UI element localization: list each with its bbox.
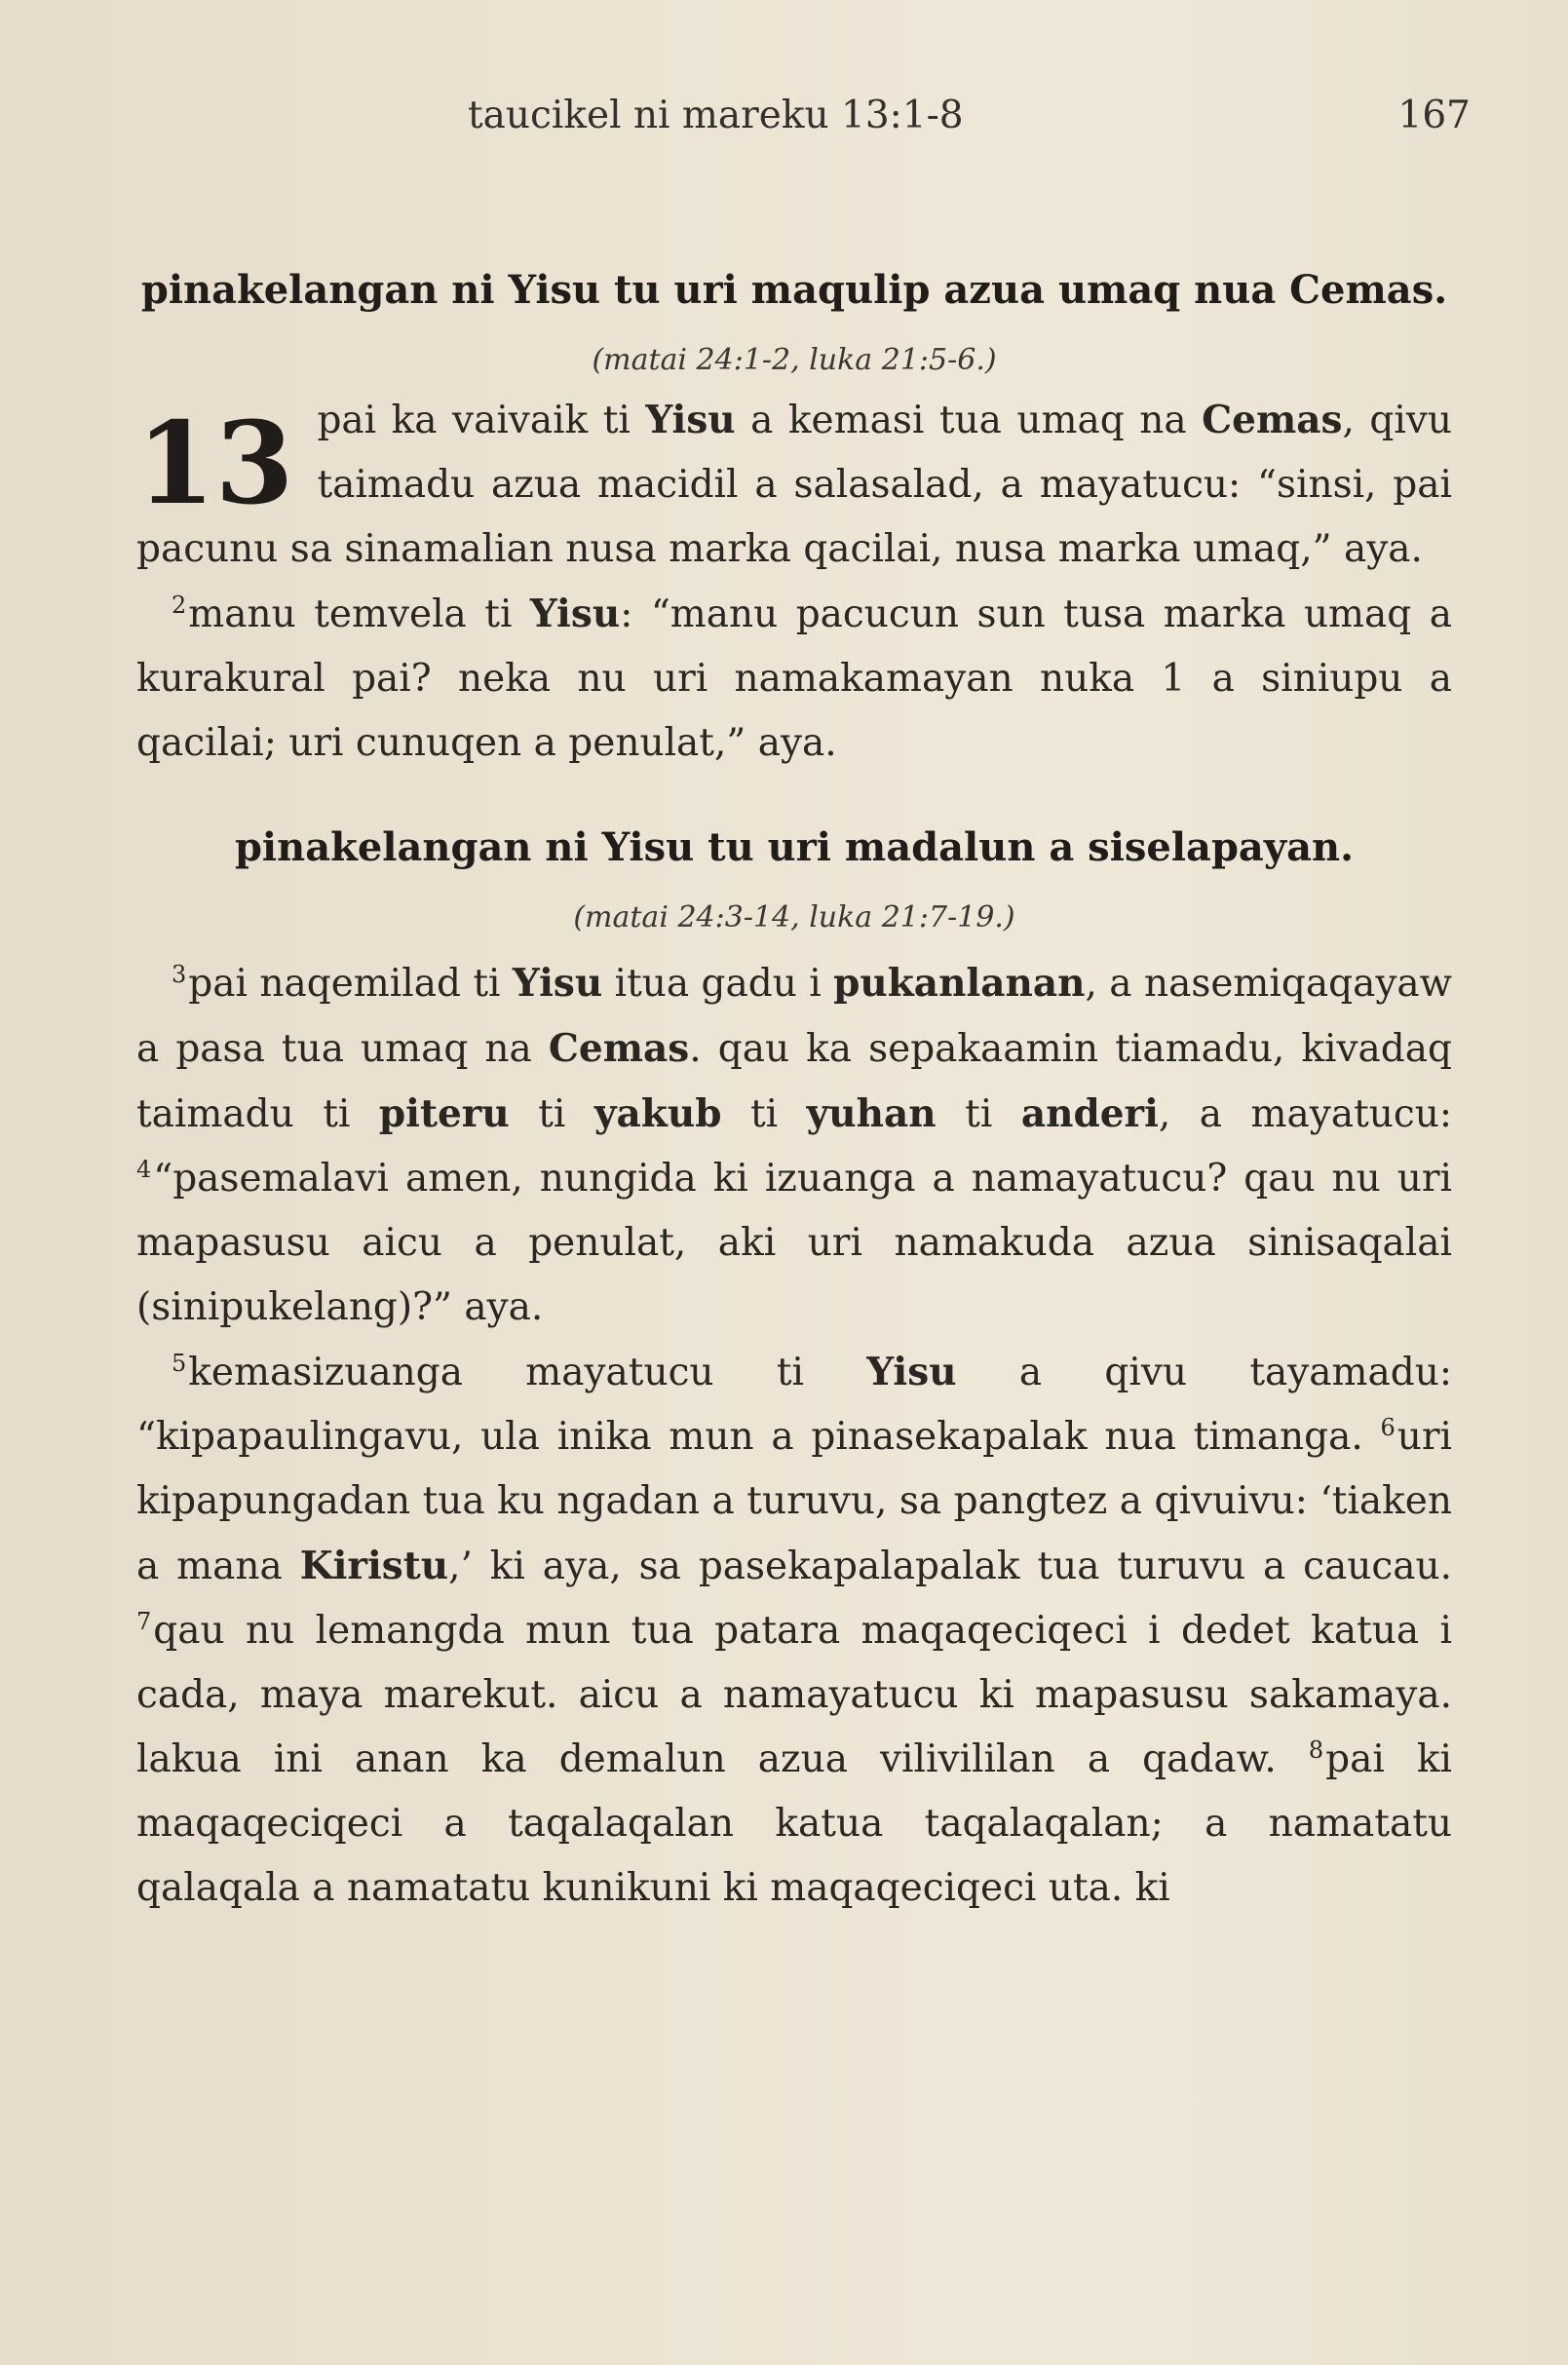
section-heading: pinakelangan ni Yisu tu uri maqulip azua umaq nua Cemas.	[140, 267, 1448, 313]
verse-number: 2	[172, 591, 187, 619]
verse-5-8: $^5$kemasizuanga mayatucu ti Yisu a qivu tayamadu: “kipapaulingavu, ula inika mun a pinasekapalak nua timanga. $^6$uri kipapungadan tua ku ngadan a turuvu, sa pangtez a qivuivu: ‘tiaken a mana Kiristu,’ ki aya, sa pasekapalapalak tua turuvu a caucau. $^7$qau nu lemangda mun tua patara maqaqeciqeci i dedet katua i cada, maya marekut. aicu a namayatucu ki mapasusu sakamaya. lakua ini anan ka demalun azua vilivililan a qadaw. $^8$pai ki maqaqeciqeci a taqalaqalan katua taqalaqalan; a namatatu qalaqala a namatatu kunikuni ki maqaqeciqeci uta. ki	[136, 1350, 1452, 1910]
verse-number: 6	[1380, 1414, 1396, 1441]
section-heading: pinakelangan ni Yisu tu uri madalun a siselapayan.	[234, 824, 1355, 870]
chapter-number: 13	[136, 398, 294, 530]
running-title: taucikel ni mareku 13:1-8	[468, 94, 964, 137]
verse-2: $^2$manu temvela ti Yisu: “manu pacucun sun tusa marka umaq a kurakural pai? neka nu uri namakamayan nuka 1 a siniupu a qacilai; uri cunuqen a penulat,” aya.	[136, 591, 1452, 765]
page-number: 167	[1397, 94, 1471, 137]
verse-number: 7	[136, 1608, 152, 1635]
verse-number: 5	[172, 1350, 187, 1377]
verse-3-4: $^3$pai naqemilad ti Yisu itua gadu i pukanlanan, a nasemiqaqayaw a pasa tua umaq na Cemas. qau ka sepakaamin tiamadu, kivadaq taimadu ti piteru ti yakub ti yuhan ti anderi, a mayatucu: $^4$“pasemalavi amen, nungida ki izuanga a namayatucu? qau nu uri mapasusu aicu a penulat, aki uri namakuda azua sinisaqalai (sinipukelang)?” aya.	[136, 961, 1452, 1329]
verse-number: 8	[1308, 1736, 1324, 1764]
verse-1: 13 pai ka vaivaik ti Yisu a kemasi tua umaq na Cemas, qivu taimadu azua macidil a salasalad, a mayatucu: “sinsi, pai pacunu sa sinamalian nusa marka qacilai, nusa marka umaq,” aya.	[136, 398, 1452, 571]
cross-reference: (matai 24:1-2, luka 21:5-6.)	[592, 343, 997, 377]
verse-number: 3	[172, 961, 187, 988]
page-body	[136, 261, 1452, 1921]
section-2	[136, 819, 1452, 1921]
verse-number: 4	[136, 1156, 152, 1183]
cross-reference: (matai 24:3-14, luka 21:7-19.)	[573, 900, 1015, 935]
